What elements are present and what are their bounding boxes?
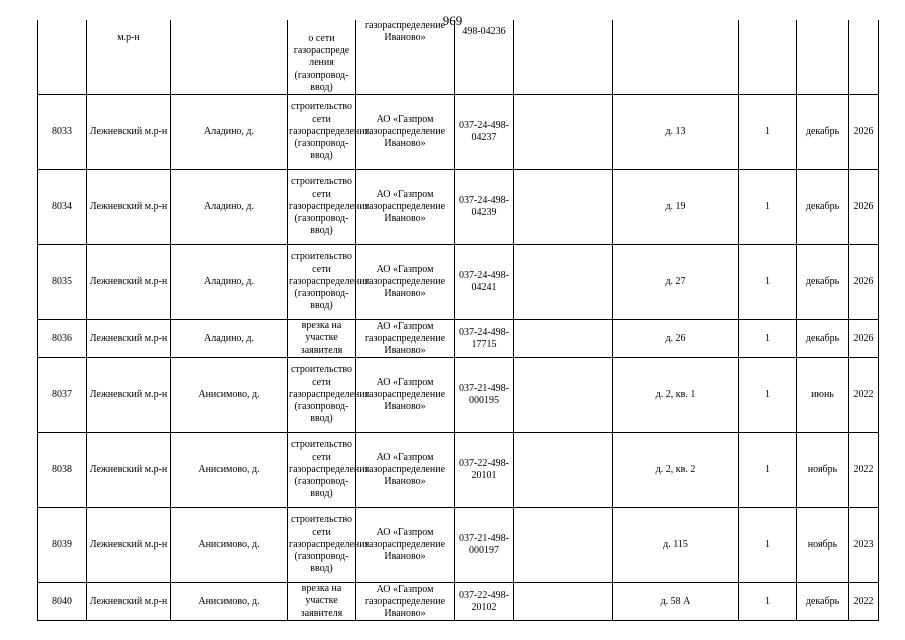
cell-org: АО «Газпром газораспределение Иваново» xyxy=(356,508,455,583)
table-row xyxy=(38,508,879,583)
cell-org: газораспределение Иваново» xyxy=(356,20,455,95)
cell-month: декабрь xyxy=(797,170,849,245)
cell-org: АО «Газпром газораспределение Иваново» xyxy=(356,358,455,433)
cell-year: 2026 xyxy=(849,245,879,320)
cell-year xyxy=(797,20,849,95)
cell-work: врезка на участке заявителя xyxy=(288,320,356,358)
table-body xyxy=(38,20,879,621)
cell-qty: 1 xyxy=(739,320,797,358)
cell-empty-1 xyxy=(514,320,613,358)
cell-empty-1 xyxy=(514,245,613,320)
cell-district: Лежневский м.р-н xyxy=(87,320,171,358)
cell-address: д. 115 xyxy=(613,508,739,583)
cell-qty: 1 xyxy=(739,245,797,320)
registry-table xyxy=(37,20,879,621)
cell-qty: 1 xyxy=(739,508,797,583)
cell-empty-1 xyxy=(514,508,613,583)
cell-month: ноябрь xyxy=(797,508,849,583)
cell-district: Лежневский м.р-н xyxy=(87,358,171,433)
cell-district: Лежневский м.р-н xyxy=(87,95,171,170)
cell-qty: 1 xyxy=(739,433,797,508)
cell-address xyxy=(514,20,613,95)
cell-locality: Аладино, д. xyxy=(171,95,288,170)
cell-id: 8033 xyxy=(38,95,87,170)
cell-id: 8036 xyxy=(38,320,87,358)
cell-empty-1 xyxy=(514,583,613,621)
cell-work: врезка на участке заявителя xyxy=(288,583,356,621)
cell-org: АО «Газпром газораспределение Иваново» xyxy=(356,245,455,320)
cell-empty-1 xyxy=(514,358,613,433)
cell-work: о сети газораспреде ления (газопровод- ввод) xyxy=(288,20,356,95)
cell-number: 037-21-498-000197 xyxy=(455,508,514,583)
cell-month xyxy=(739,20,797,95)
table-row xyxy=(38,170,879,245)
cell-org: АО «Газпром газораспределение Иваново» xyxy=(356,583,455,621)
cell-address: д. 13 xyxy=(613,95,739,170)
cell-district: Лежневский м.р-н xyxy=(87,245,171,320)
cell-district: Лежневский м.р-н xyxy=(87,508,171,583)
cell-year: 2026 xyxy=(849,95,879,170)
cell-empty-1 xyxy=(514,170,613,245)
cell-number: 037-22-498-20101 xyxy=(455,433,514,508)
cell-org: АО «Газпром газораспределение Иваново» xyxy=(356,95,455,170)
cell-number: 037-24-498-04239 xyxy=(455,170,514,245)
cell-id: 8038 xyxy=(38,433,87,508)
cell-address: д. 2, кв. 1 xyxy=(613,358,739,433)
cell-qty xyxy=(613,20,739,95)
cell-empty-1 xyxy=(514,95,613,170)
table-row xyxy=(38,320,879,358)
table-row xyxy=(38,358,879,433)
cell-number: 037-21-498-000195 xyxy=(455,358,514,433)
cell-year: 2022 xyxy=(849,583,879,621)
cell-year: 2022 xyxy=(849,358,879,433)
cell-district: м.р-н xyxy=(87,20,171,95)
cell-locality: Анисимово, д. xyxy=(171,358,288,433)
cell-number: 037-22-498-20102 xyxy=(455,583,514,621)
cell-address: д. 2, кв. 2 xyxy=(613,433,739,508)
table-row xyxy=(38,95,879,170)
cell-work: строительство сети газораспределения (газопровод-ввод) xyxy=(288,245,356,320)
cell-org: АО «Газпром газораспределение Иваново» xyxy=(356,320,455,358)
cell-month: декабрь xyxy=(797,320,849,358)
cell-qty: 1 xyxy=(739,583,797,621)
cell-work: строительство сети газораспределения (газопровод-ввод) xyxy=(288,358,356,433)
cell-id: 8037 xyxy=(38,358,87,433)
cell-id: 8035 xyxy=(38,245,87,320)
cell-year: 2026 xyxy=(849,320,879,358)
cell-number: 498-04236 xyxy=(455,20,514,95)
cell-locality xyxy=(171,20,288,95)
cell-locality: Аладино, д. xyxy=(171,170,288,245)
cell-extra xyxy=(849,20,879,95)
cell-month: декабрь xyxy=(797,583,849,621)
cell-id: 8034 xyxy=(38,170,87,245)
cell-id: 8040 xyxy=(38,583,87,621)
cell-org: АО «Газпром газораспределение Иваново» xyxy=(356,170,455,245)
cell-year: 2026 xyxy=(849,170,879,245)
cell-district: Лежневский м.р-н xyxy=(87,583,171,621)
cell-address: д. 26 xyxy=(613,320,739,358)
table-row xyxy=(38,245,879,320)
cell-work: строительство сети газораспределения (газопровод-ввод) xyxy=(288,508,356,583)
cell-address: д. 27 xyxy=(613,245,739,320)
cell-year: 2022 xyxy=(849,433,879,508)
cell-locality: Анисимово, д. xyxy=(171,433,288,508)
cell-month: декабрь xyxy=(797,95,849,170)
cell-month: декабрь xyxy=(797,245,849,320)
page-number: 969 xyxy=(442,13,463,28)
cell-address: д. 58 А xyxy=(613,583,739,621)
cell-month: июнь xyxy=(797,358,849,433)
cell-id xyxy=(38,20,87,95)
cell-work: строительство сети газораспределения (газопровод-ввод) xyxy=(288,95,356,170)
cell-month: ноябрь xyxy=(797,433,849,508)
cell-locality: Аладино, д. xyxy=(171,245,288,320)
table-row xyxy=(38,433,879,508)
cell-address: д. 19 xyxy=(613,170,739,245)
cell-work: строительство сети газораспределения (газопровод-ввод) xyxy=(288,170,356,245)
cell-empty-1 xyxy=(514,433,613,508)
cell-locality: Анисимово, д. xyxy=(171,583,288,621)
cell-year: 2023 xyxy=(849,508,879,583)
cell-org: АО «Газпром газораспределение Иваново» xyxy=(356,433,455,508)
cell-locality: Анисимово, д. xyxy=(171,508,288,583)
cell-number: 037-24-498-17715 xyxy=(455,320,514,358)
cell-number: 037-24-498-04237 xyxy=(455,95,514,170)
cell-district: Лежневский м.р-н xyxy=(87,170,171,245)
cell-qty: 1 xyxy=(739,358,797,433)
table-row-continued xyxy=(38,20,879,95)
cell-qty: 1 xyxy=(739,170,797,245)
cell-work: строительство сети газораспределения (газопровод-ввод) xyxy=(288,433,356,508)
cell-number: 037-24-498-04241 xyxy=(455,245,514,320)
cell-locality: Аладино, д. xyxy=(171,320,288,358)
table-row xyxy=(38,583,879,621)
cell-qty: 1 xyxy=(739,95,797,170)
cell-id: 8039 xyxy=(38,508,87,583)
cell-district: Лежневский м.р-н xyxy=(87,433,171,508)
